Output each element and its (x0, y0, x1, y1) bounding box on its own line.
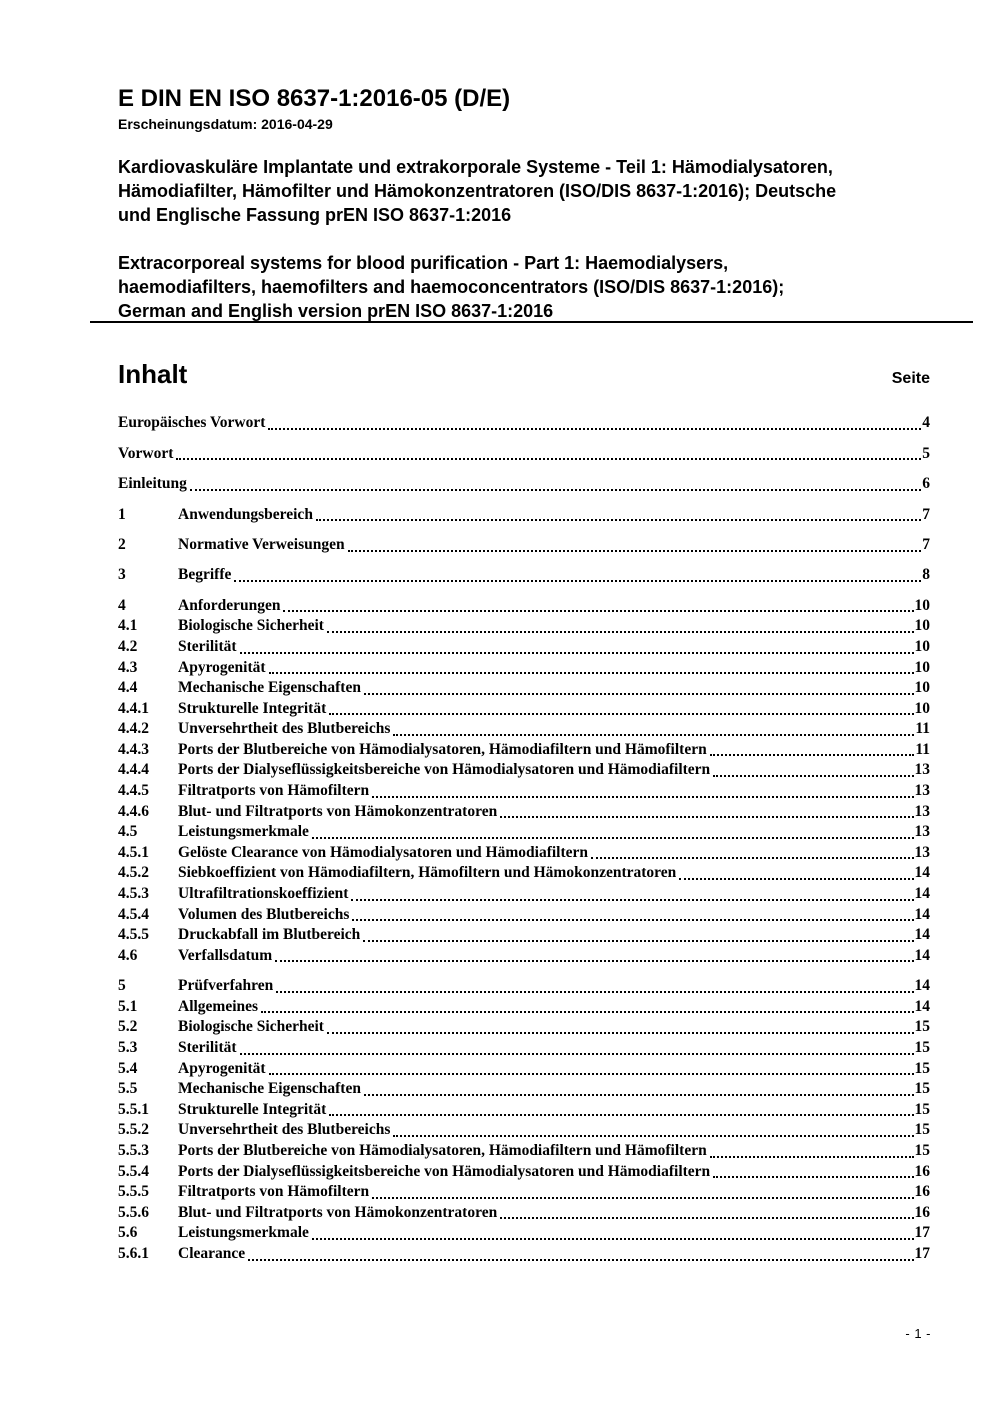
page-number-footer: - 1 - (905, 1326, 931, 1341)
toc-entry-page: 13 (914, 761, 930, 779)
toc-entry-number: 4.5.4 (118, 905, 149, 923)
toc-leader-dots (275, 960, 913, 962)
toc-entry (118, 905, 930, 926)
english-title-line: haemodiafilters, haemofilters and haemoconcentrators (ISO/DIS 8637-1:2016); (118, 277, 785, 298)
toc-leader-dots (393, 734, 914, 736)
toc-leader-dots (269, 672, 914, 674)
table-of-contents (118, 413, 930, 1264)
toc-entry-page: 13 (914, 843, 930, 861)
toc-leader-dots (190, 489, 921, 491)
toc-entry-page: 13 (914, 823, 930, 841)
toc-leader-dots (248, 1259, 913, 1261)
toc-leader-dots (327, 1032, 914, 1034)
german-title-line: und Englische Fassung prEN ISO 8637-1:2016 (118, 205, 512, 226)
toc-entry-page: 4 (922, 414, 930, 432)
german-title-block (118, 155, 930, 227)
toc-leader-dots (500, 1217, 913, 1219)
toc-entry-title: Clearance (178, 1244, 246, 1262)
toc-entry (118, 863, 930, 884)
toc-entry-title: Leistungsmerkmale (178, 1224, 309, 1242)
toc-entry-title: Einleitung (118, 475, 187, 493)
toc-leader-dots (329, 1114, 913, 1116)
toc-entry-page: 14 (914, 905, 930, 923)
toc-entry-page: 13 (914, 782, 930, 800)
toc-leader-dots (352, 919, 913, 921)
toc-entry-number: 4.4.1 (118, 699, 149, 717)
toc-entry-number: 4.5.5 (118, 926, 149, 944)
toc-entry (118, 637, 930, 658)
document-title: E DIN EN ISO 8637-1:2016-05 (D/E) (118, 85, 511, 112)
toc-leader-dots (710, 754, 915, 756)
toc-entry (118, 1017, 930, 1038)
toc-entry-title: Siebkoeffizient von Hämodiafiltern, Hämofiltern und Hämokonzentratoren (178, 864, 677, 882)
german-title-line: Hämodiafilter, Hämofilter und Hämokonzentratoren (ISO/DIS 8637-1:2016); Deutsche (118, 181, 837, 202)
toc-entry-title: Ports der Dialyseflüssigkeitsbereiche von Hämodialysatoren und Hämodiafiltern (178, 1162, 711, 1180)
toc-entry (118, 802, 930, 823)
toc-entry (118, 1079, 930, 1100)
toc-leader-dots (176, 458, 921, 460)
toc-leader-dots (348, 550, 922, 552)
toc-entry-number: 4.4.2 (118, 720, 149, 738)
toc-entry (118, 596, 930, 617)
toc-entry-page: 5 (922, 444, 930, 462)
toc-leader-dots (679, 878, 913, 880)
publication-date: Erscheinungsdatum: 2016-04-29 (118, 115, 333, 132)
toc-leader-dots (269, 1073, 914, 1075)
toc-entry-number: 5.5 (118, 1080, 138, 1098)
toc-entry (118, 1223, 930, 1244)
toc-entry-number: 5.6.1 (118, 1244, 149, 1262)
toc-entry-title: Prüfverfahren (178, 977, 274, 995)
toc-leader-dots (283, 610, 913, 612)
toc-entry-title: Mechanische Eigenschaften (178, 1080, 361, 1098)
toc-entry-title: Verfallsdatum (178, 946, 273, 964)
toc-entry-title: Volumen des Blutbereichs (178, 905, 350, 923)
toc-entry-number: 5.5.2 (118, 1121, 149, 1139)
toc-entry-page: 15 (914, 1039, 930, 1056)
toc-entry (118, 1038, 930, 1059)
toc-entry-number: 4.5.3 (118, 885, 149, 903)
toc-entry (118, 1100, 930, 1121)
toc-entry-page: 14 (914, 977, 930, 995)
toc-entry-page: 10 (914, 699, 930, 717)
toc-entry-title: Unversehrtheit des Blutbereichs (178, 720, 391, 738)
toc-entry-page: 8 (922, 566, 930, 584)
toc-leader-dots (329, 713, 913, 715)
toc-entry-page: 15 (914, 1100, 930, 1118)
toc-entry (118, 678, 930, 699)
toc-entry (118, 781, 930, 802)
toc-entry-title: Strukturelle Integrität (178, 699, 327, 717)
toc-entry-page: 16 (914, 1183, 930, 1201)
toc-leader-dots (393, 1135, 913, 1137)
toc-entry-title: Unversehrtheit des Blutbereichs (178, 1121, 391, 1139)
toc-entry (118, 658, 930, 679)
toc-entry-number: 5.5.5 (118, 1183, 149, 1201)
toc-entry-number: 5.2 (118, 1018, 138, 1036)
toc-leader-dots (261, 1011, 913, 1013)
toc-entry-page: 16 (914, 1162, 930, 1180)
toc-entry-page: 17 (914, 1224, 930, 1242)
toc-entry (118, 997, 930, 1018)
toc-leader-dots (364, 693, 914, 695)
toc-leader-dots (364, 1094, 914, 1096)
toc-page-column-label: Seite (891, 370, 930, 388)
toc-entry (118, 1059, 930, 1080)
toc-entry-page: 10 (914, 637, 930, 655)
toc-entry (118, 719, 930, 740)
toc-entry (118, 413, 930, 434)
toc-entry-number: 5.3 (118, 1039, 138, 1056)
toc-entry (118, 1120, 930, 1141)
toc-entry-page: 10 (914, 617, 930, 635)
toc-entry-title: Begriffe (178, 566, 232, 584)
toc-leader-dots (363, 940, 913, 942)
toc-entry-title: Sterilität (178, 637, 237, 655)
toc-entry-page: 11 (915, 720, 930, 738)
toc-leader-dots (372, 1197, 913, 1199)
toc-entry-title: Apyrogenität (178, 658, 266, 676)
toc-entry-title: Ports der Dialyseflüssigkeitsbereiche von Hämodialysatoren und Hämodiafiltern (178, 761, 711, 779)
toc-entry-number: 5.6 (118, 1224, 138, 1242)
toc-entry-page: 14 (914, 885, 930, 903)
toc-entry-number: 2 (118, 535, 126, 553)
toc-entry-title: Druckabfall im Blutbereich (178, 926, 361, 944)
toc-entry (118, 843, 930, 864)
toc-entry-number: 4.4.4 (118, 761, 149, 779)
toc-entry (118, 1162, 930, 1183)
toc-entry (118, 616, 930, 637)
toc-entry-page: 14 (914, 946, 930, 964)
toc-entry (118, 1141, 930, 1162)
toc-entry-title: Europäisches Vorwort (118, 414, 266, 432)
toc-entry-page: 15 (914, 1018, 930, 1036)
toc-entry-page: 17 (914, 1244, 930, 1262)
toc-entry (118, 946, 930, 967)
toc-leader-dots (713, 775, 913, 777)
toc-entry-page: 16 (914, 1203, 930, 1221)
toc-header (118, 359, 930, 389)
toc-entry-page: 11 (915, 740, 930, 758)
toc-entry (118, 740, 930, 761)
toc-entry-number: 5.5.4 (118, 1162, 149, 1180)
toc-entry (118, 535, 930, 556)
toc-entry-number: 4.6 (118, 946, 138, 964)
toc-leader-dots (372, 796, 913, 798)
toc-entry-title: Sterilität (178, 1039, 237, 1056)
toc-entry-number: 5 (118, 977, 126, 995)
toc-entry-title: Ports der Blutbereiche von Hämodialysatoren, Hämodiafiltern und Hämofiltern (178, 1141, 707, 1159)
toc-entry-page: 10 (914, 596, 930, 614)
toc-entry (118, 565, 930, 586)
toc-entry (118, 760, 930, 781)
toc-leader-dots (276, 991, 913, 993)
toc-entry-page: 15 (914, 1080, 930, 1098)
toc-entry-number: 4.4.5 (118, 782, 149, 800)
toc-entry-title: Ports der Blutbereiche von Hämodialysatoren, Hämodiafiltern und Hämofiltern (178, 740, 707, 758)
english-title-block (118, 251, 930, 323)
toc-entry-number: 4.2 (118, 637, 138, 655)
toc-entry-page: 7 (922, 505, 930, 523)
toc-leader-dots (312, 1238, 914, 1240)
toc-entry-page: 10 (914, 679, 930, 697)
toc-entry-page: 13 (914, 802, 930, 820)
toc-leader-dots (268, 428, 921, 430)
toc-entry-title: Anwendungsbereich (178, 505, 313, 523)
toc-entry-number: 4.1 (118, 617, 138, 635)
toc-entry-number: 4.5.2 (118, 864, 149, 882)
english-title-line: German and English version prEN ISO 8637-1:2016 (118, 301, 554, 322)
german-title-line: Kardiovaskuläre Implantate und extrakorporale Systeme - Teil 1: Hämodialysatoren, (118, 157, 833, 178)
toc-entry-page: 6 (922, 475, 930, 493)
toc-entry (118, 976, 930, 997)
toc-entry-number: 4.4.6 (118, 802, 149, 820)
toc-entry-title: Apyrogenität (178, 1059, 266, 1077)
toc-leader-dots (713, 1176, 913, 1178)
toc-entry (118, 1244, 930, 1265)
toc-leader-dots (500, 816, 913, 818)
toc-entry-title: Blut- und Filtratports von Hämokonzentratoren (178, 1203, 498, 1221)
toc-entry-title: Biologische Sicherheit (178, 617, 324, 635)
toc-entry-page: 14 (914, 926, 930, 944)
toc-entry-title: Blut- und Filtratports von Hämokonzentratoren (178, 802, 498, 820)
toc-entry-page: 10 (914, 658, 930, 676)
toc-leader-dots (234, 580, 921, 582)
toc-entry (118, 474, 930, 495)
toc-entry-title: Mechanische Eigenschaften (178, 679, 361, 697)
toc-entry-number: 4.5 (118, 823, 138, 841)
toc-leader-dots (710, 1156, 914, 1158)
toc-entry-title: Leistungsmerkmale (178, 823, 309, 841)
toc-entry-title: Normative Verweisungen (178, 535, 345, 553)
toc-entry-page: 7 (922, 535, 930, 553)
toc-entry-number: 5.5.3 (118, 1141, 149, 1159)
toc-entry-title: Allgemeines (178, 997, 259, 1015)
toc-entry-number: 3 (118, 566, 126, 584)
toc-entry-page: 15 (914, 1121, 930, 1139)
toc-leader-dots (591, 857, 913, 859)
toc-entry-number: 1 (118, 505, 126, 523)
toc-entry-number: 5.1 (118, 997, 138, 1015)
toc-heading: Inhalt (118, 359, 188, 390)
toc-entry (118, 444, 930, 465)
toc-entry-title: Filtratports von Hämofiltern (178, 1183, 370, 1201)
toc-entry-title: Filtratports von Hämofiltern (178, 782, 370, 800)
toc-leader-dots (316, 519, 921, 521)
toc-entry-number: 5.5.6 (118, 1203, 149, 1221)
toc-entry-number: 5.5.1 (118, 1100, 149, 1118)
toc-entry-page: 15 (914, 1059, 930, 1077)
toc-leader-dots (351, 899, 913, 901)
toc-entry (118, 1203, 930, 1224)
toc-entry-title: Gelöste Clearance von Hämodialysatoren und Hämodiafiltern (178, 843, 589, 861)
toc-entry (118, 884, 930, 905)
toc-entry-title: Strukturelle Integrität (178, 1100, 327, 1118)
toc-entry-number: 4.5.1 (118, 843, 149, 861)
toc-entry (118, 925, 930, 946)
toc-entry-number: 4.3 (118, 658, 138, 676)
toc-entry (118, 505, 930, 526)
toc-entry-title: Vorwort (118, 444, 174, 462)
toc-entry-page: 14 (914, 864, 930, 882)
toc-entry-number: 4.4 (118, 679, 138, 697)
toc-entry (118, 1182, 930, 1203)
toc-entry-number: 5.4 (118, 1059, 138, 1077)
toc-entry (118, 699, 930, 720)
english-title-line: Extracorporeal systems for blood purification - Part 1: Haemodialysers, (118, 253, 729, 274)
toc-entry-title: Anforderungen (178, 596, 281, 614)
toc-leader-dots (327, 631, 914, 633)
toc-entry-title: Biologische Sicherheit (178, 1018, 324, 1036)
toc-entry-number: 4.4.3 (118, 740, 149, 758)
toc-entry-title: Ultrafiltrationskoeffizient (178, 885, 349, 903)
page-content (118, 0, 930, 1265)
toc-leader-dots (240, 1053, 914, 1055)
toc-leader-dots (312, 837, 914, 839)
toc-entry-number: 4 (118, 596, 126, 614)
toc-entry-page: 14 (914, 997, 930, 1015)
toc-entry-page: 15 (914, 1141, 930, 1159)
toc-leader-dots (240, 652, 914, 654)
toc-entry (118, 822, 930, 843)
